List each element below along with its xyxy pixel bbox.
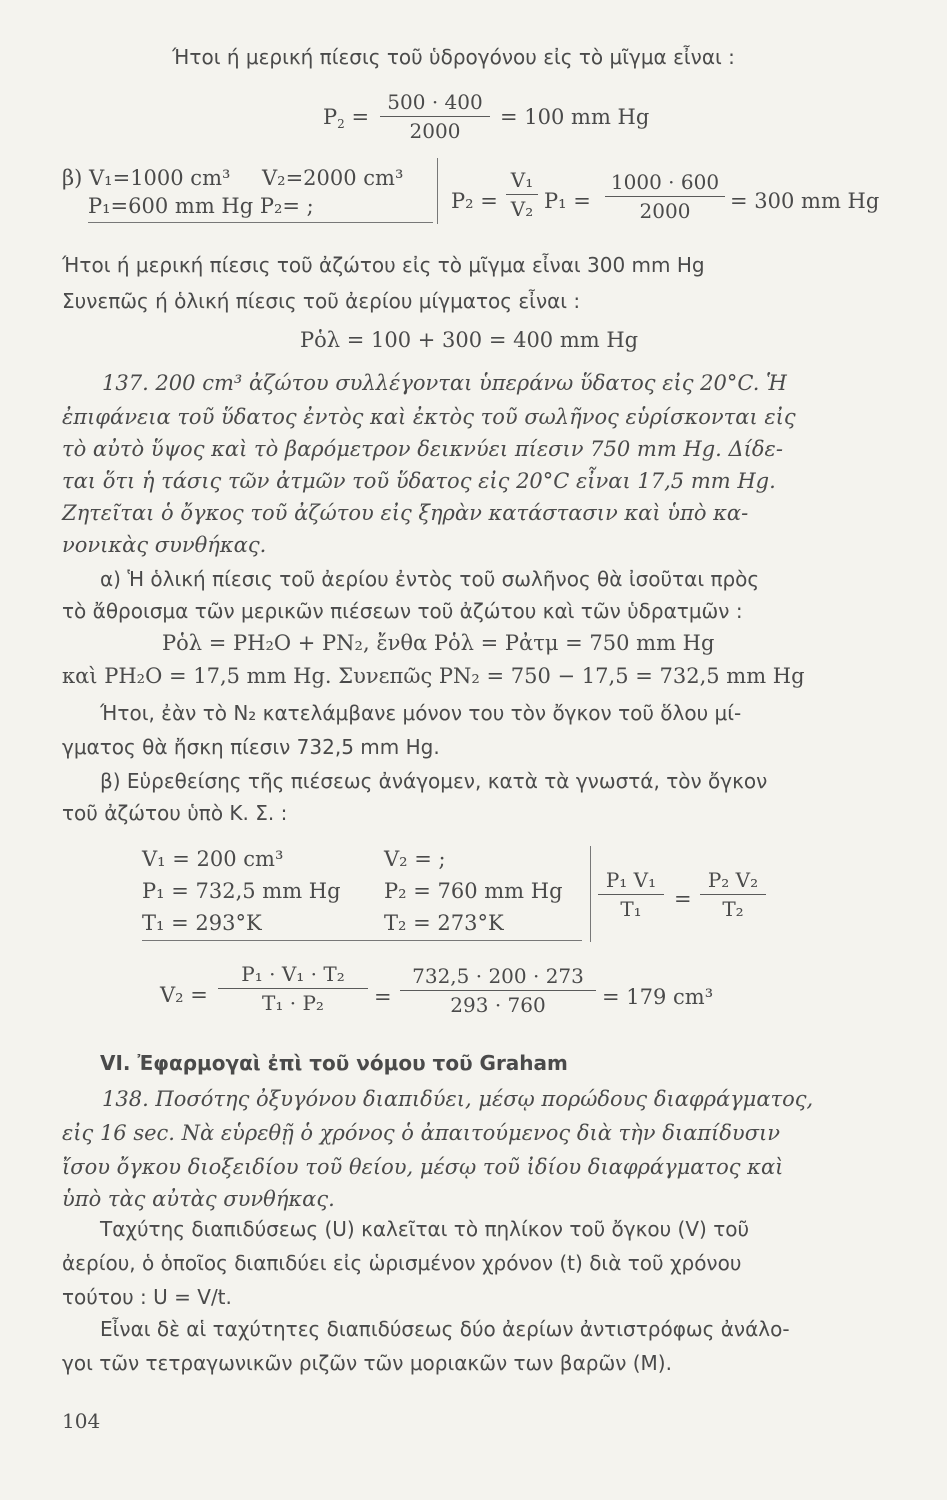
fraction: P₂ V₂ T₂: [700, 868, 766, 921]
problem-text: νονικὰς συνθήκας.: [62, 533, 267, 557]
equals-sign: =: [374, 985, 392, 1009]
given-v1: β) V₁=1000 cm³: [62, 166, 231, 190]
problem-text: ὑπὸ τὰς αὐτὰς συνθήκας.: [62, 1187, 335, 1211]
problem-text: 138. Ποσότης ὀξυγόνου διαπιδύει, μέσῳ πορώδους διαφράγματος,: [102, 1087, 814, 1111]
divider: [590, 846, 591, 942]
problem-text: 137. 200 cm³ ἀζώτου συλλέγονται ὑπεράνω ὕδατος εἰς 20°C. Ἡ: [102, 371, 787, 395]
equation: Pὁλ = 100 + 300 = 400 mm Hg: [300, 328, 639, 352]
equation: Pὁλ = PH₂O + PN₂, ἔνθα Pὁλ = Pἀτμ = 750 mm Hg: [162, 631, 715, 655]
equals-sign: =: [674, 887, 692, 911]
equation-term: P₁ =: [544, 189, 591, 213]
problem-text: εἰς 16 sec. Νὰ εὑρεθῇ ὁ χρόνος ὁ ἀπαιτούμενος διὰ τὴν διαπίδυσιν: [62, 1121, 781, 1145]
problem-text: ται ὅτι ἡ τάσις τῶν ἀτμῶν τοῦ ὕδατος εἰς 20°C εἶναι 17,5 mm Hg.: [62, 469, 776, 493]
text-line: γματος θὰ ἤσκη πίεσιν 732,5 mm Hg.: [62, 735, 440, 759]
equation-result: = 300 mm Hg: [730, 189, 880, 213]
text-line: Εἶναι δὲ αἱ ταχύτητες διαπιδύσεως δύο ἀερίων ἀντιστρόφως ἀνάλο-: [100, 1317, 790, 1341]
text-line: τοῦ ἀζώτου ὑπὸ Κ. Σ. :: [62, 801, 288, 825]
given-p2: P₂ = 760 mm Hg: [384, 879, 563, 903]
text-line: Ταχύτης διαπιδύσεως (U) καλεῖται τὸ πηλίκον τοῦ ὄγκου (V) τοῦ: [100, 1217, 750, 1241]
text-line: Ήτοι, ἐὰν τὸ N₂ κατελάμβανε μόνον του τὸν ὄγκον τοῦ ὅλου μί-: [100, 701, 742, 725]
problem-text: ἴσου ὄγκου διοξειδίου τοῦ θείου, μέσῳ τοῦ ἰδίου διαφράγματος καὶ: [62, 1155, 784, 1179]
equation: καὶ PH₂O = 17,5 mm Hg. Συνεπῶς PN₂ = 750 − 17,5 = 732,5 mm Hg: [62, 664, 805, 688]
text-line: ἀερίου, ὁ ὁποῖος διαπιδύει εἰς ὡρισμένον χρόνον (t) διὰ τοῦ χρόνου: [62, 1251, 742, 1275]
text-line: γοι τῶν τετραγωνικῶν ριζῶν τῶν μοριακῶν των βαρῶν (M).: [62, 1351, 672, 1375]
equation-result: = 179 cm³: [602, 985, 714, 1009]
given-t1: T₁ = 293°K: [142, 911, 262, 935]
divider: [437, 158, 438, 224]
text-line: Ήτοι ή μερική πίεσις τοῦ ὑδρογόνου εἰς τὸ μῖγμα εἶναι :: [172, 45, 735, 69]
problem-text: τὸ αὐτὸ ὕψος καὶ τὸ βαρόμετρον δεικνύει πίεσιν 750 mm Hg. Δίδε-: [62, 437, 783, 461]
page-number: 104: [62, 1409, 101, 1433]
fraction: V₁ V₂: [506, 168, 538, 221]
fraction: 732,5 · 200 · 273 293 · 760: [400, 964, 596, 1017]
problem-text: Ζητεῖται ὁ ὄγκος τοῦ ἀζώτου εἰς ξηρὰν κατάστασιν καὶ ὑπὸ κα-: [62, 501, 749, 525]
given-v1: V₁ = 200 cm³: [142, 847, 284, 871]
given-v2: V₂=2000 cm³: [262, 166, 404, 190]
section-heading: VI. Ἐφαρμογαὶ ἐπὶ τοῦ νόμου τοῦ Graham: [100, 1051, 568, 1075]
divider: [88, 222, 433, 223]
text-line: τούτου : U = V/t.: [62, 1285, 232, 1309]
fraction: 1000 · 600 2000: [605, 170, 725, 223]
text-line: β) Εὑρεθείσης τῆς πιέσεως ἀνάγομεν, κατὰ τὰ γνωστά, τὸν ὄγκον: [100, 769, 768, 793]
fraction: 500 · 400 2000: [380, 90, 490, 143]
given-p1: P₁ = 732,5 mm Hg: [142, 879, 341, 903]
equation-lhs: P₂ =: [451, 189, 498, 213]
fraction: P₁ · V₁ · T₂ T₁ · P₂: [218, 962, 368, 1015]
problem-text: ἐπιφάνεια τοῦ ὕδατος ἐντὸς καὶ ἐκτὸς τοῦ σωλῆνος εὑρίσκονται εἰς: [62, 405, 796, 429]
text-line: α) Ἡ ὁλική πίεσις τοῦ ἀερίου ἐντὸς τοῦ σωλῆνος θὰ ἰσοῦται πρὸς: [100, 567, 760, 591]
given-v2: V₂ = ;: [384, 847, 446, 871]
text-line: Ήτοι ή μερική πίεσις τοῦ ἀζώτου εἰς τὸ μῖγμα εἶναι 300 mm Hg: [62, 253, 705, 277]
divider: [142, 940, 582, 941]
equation-lhs: V₂ =: [160, 983, 208, 1007]
fraction: P₁ V₁ T₁: [598, 868, 664, 921]
text-line: Συνεπῶς ή ὁλική πίεσις τοῦ ἀερίου μίγματος εἶναι :: [62, 289, 581, 313]
equation-result: = 100 mm Hg: [500, 105, 650, 129]
given-t2: T₂ = 273°K: [384, 911, 504, 935]
text-line: τὸ ἄθροισμα τῶν μερικῶν πιέσεων τοῦ ἀζώτου καὶ τῶν ὑδρατμῶν :: [62, 599, 743, 623]
given-p: P₁=600 mm Hg P₂= ;: [88, 194, 314, 218]
equation-lhs: $P_2$ =: [323, 105, 370, 131]
